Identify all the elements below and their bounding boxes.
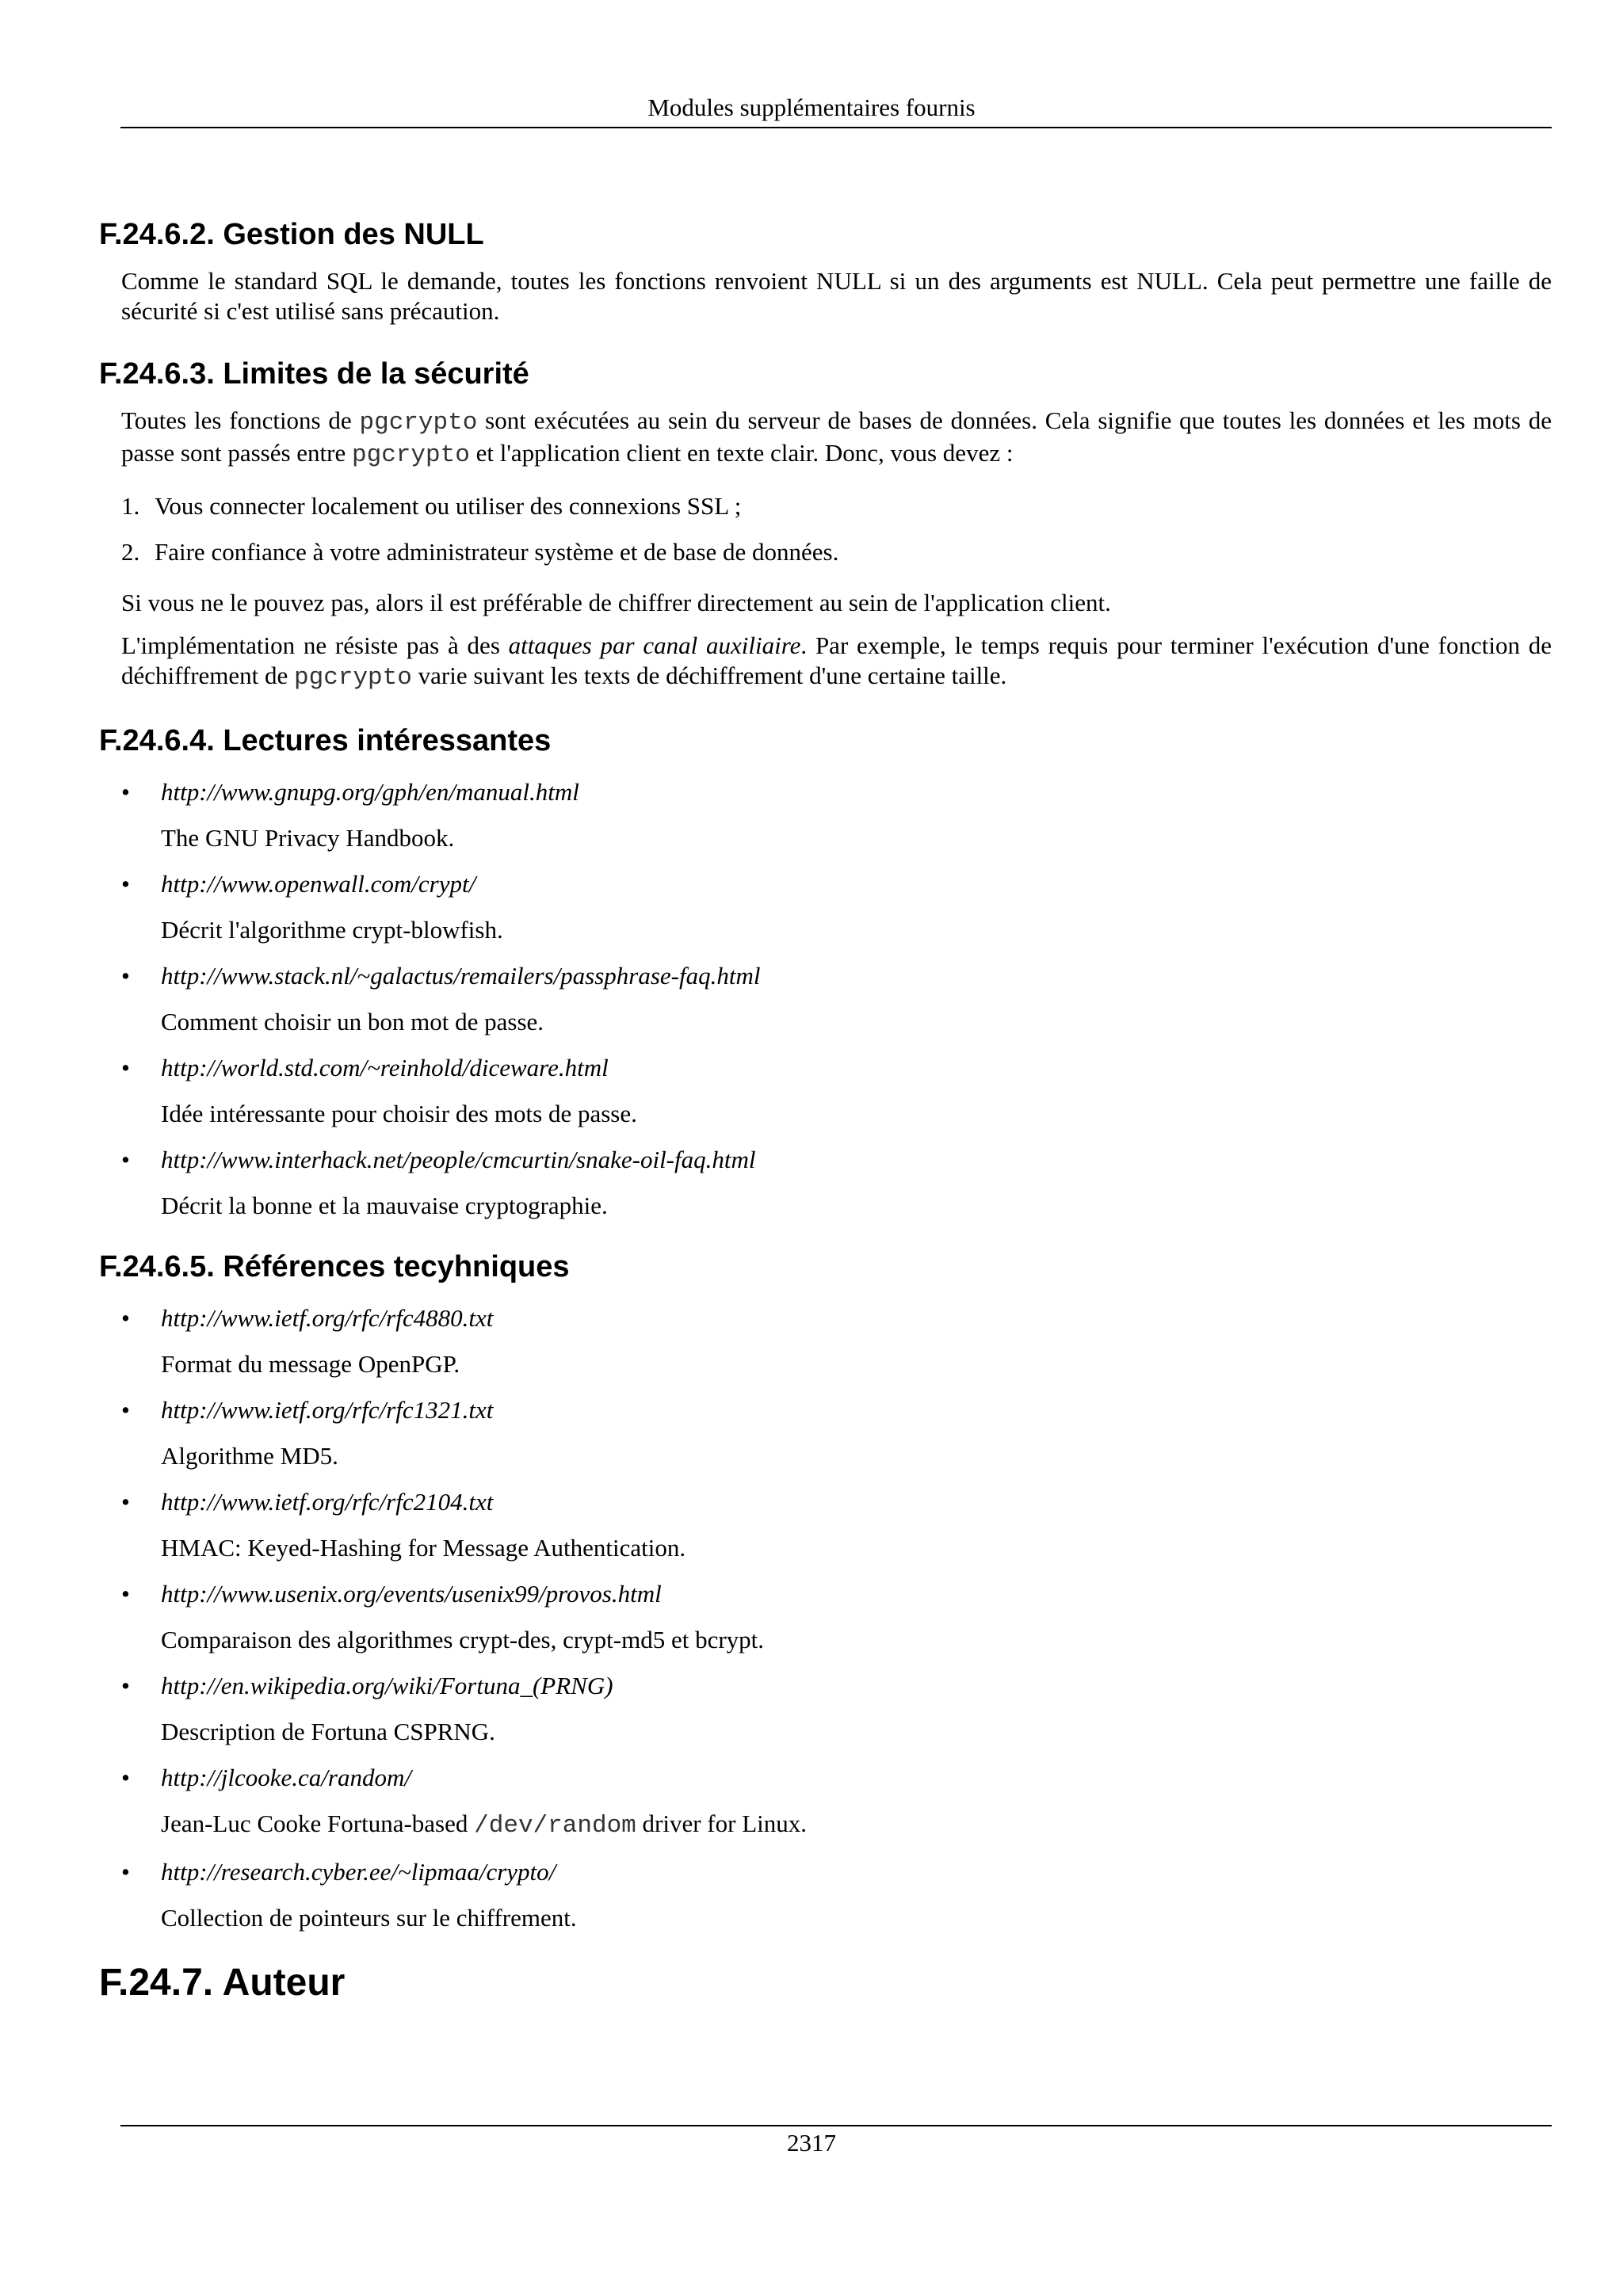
reference-link[interactable]: http://www.stack.nl/~galactus/remailers/passphrase-faq.html [161,962,761,990]
bullet: • [121,1396,130,1424]
list-item [121,961,1552,1037]
reference-link[interactable]: http://www.usenix.org/events/usenix99/provos.html [161,1580,662,1608]
bullet: • [121,962,130,990]
reference-description: Décrit l'algorithme crypt-blowfish. [161,916,503,944]
bullet: • [121,1488,130,1516]
code-pgcrypto: pgcrypto [359,409,478,437]
list-item [121,1145,1552,1221]
text-run: Jean-Luc Cooke Fortuna-based [161,1810,475,1837]
running-header: Modules supplémentaires fournis [647,93,976,121]
emphasis-side-channel: attaques par canal auxiliaire [508,631,801,659]
text-run: varie suivant les texts de déchiffrement d'une certaine taille. [411,662,1007,689]
list-item [121,1579,1552,1655]
section-heading-null: F.24.6.2. Gestion des NULL [99,218,484,251]
item-number: 1. [121,492,140,520]
bullet: • [121,1580,130,1608]
item-text: Faire confiance à votre administrateur système et de base de données. [155,538,839,566]
text-run: et l'application client en texte clair. Donc, vous devez : [469,439,1014,467]
reference-description: Algorithme MD5. [161,1442,338,1470]
list-item [121,1487,1552,1563]
bullet: • [121,870,130,898]
reference-description: HMAC: Keyed-Hashing for Message Authentication. [161,1534,686,1562]
code-dev-random: /dev/random [474,1812,636,1840]
section-heading-tech-refs: F.24.6.5. Références tecyhniques [99,1250,570,1283]
bullet: • [121,778,130,806]
code-pgcrypto: pgcrypto [294,664,412,692]
item-number: 2. [121,538,140,566]
reference-link[interactable]: http://www.openwall.com/crypt/ [161,870,476,898]
bullet: • [121,1054,130,1081]
list-item [121,491,1552,521]
list-item [121,1053,1552,1129]
reference-description: Idée intéressante pour choisir des mots de passe. [161,1100,637,1127]
code-pgcrypto: pgcrypto [352,441,470,469]
reference-link[interactable]: http://www.gnupg.org/gph/en/manual.html [161,778,579,806]
reference-description [161,1809,1552,1841]
section-heading-reading: F.24.6.4. Lectures intéressantes [99,724,552,757]
reading-list [121,777,1552,1221]
reference-description: The GNU Privacy Handbook. [161,824,455,852]
list-item [121,537,1552,567]
reference-link[interactable]: http://research.cyber.ee/~lipmaa/crypto/ [161,1858,556,1886]
reference-description: Collection de pointeurs sur le chiffrement. [161,1904,577,1932]
reference-description: Comment choisir un bon mot de passe. [161,1008,544,1035]
reference-description: Format du message OpenPGP. [161,1350,460,1378]
page-number: 2317 [787,2129,836,2157]
limits-paragraph-3 [121,631,1552,693]
list-item [121,1857,1552,1933]
bullet: • [121,1304,130,1332]
reference-description: Comparaison des algorithmes crypt-des, crypt-md5 et bcrypt. [161,1626,765,1653]
bullet: • [121,1764,130,1791]
null-paragraph: Comme le standard SQL le demande, toutes les fonctions renvoient NULL si un des arguments est NULL. Cela peut permettre une faille de sécurité si c'est utilisé sans précaution. [121,267,1552,325]
reference-link[interactable]: http://world.std.com/~reinhold/diceware.html [161,1054,609,1081]
reference-description: Décrit la bonne et la mauvaise cryptographie. [161,1192,608,1219]
text-run: sont exécutées au sein du serveur de bases de données. Cela signifie que toutes les données et les mots de passe sont passés entre [121,406,1552,467]
section-heading-author: F.24.7. Auteur [99,1962,346,2004]
reference-link[interactable]: http://www.ietf.org/rfc/rfc4880.txt [161,1304,494,1332]
list-item [121,1763,1552,1841]
limits-paragraph-2: Si vous ne le pouvez pas, alors il est préférable de chiffrer directement au sein de l'application client. [121,589,1111,616]
bullet: • [121,1146,130,1173]
footer-rule [120,2125,1552,2126]
text-run: . Par exemple, le temps requis pour terminer l'exécution d'une fonction de déchiffrement de [121,631,1552,689]
reference-link[interactable]: http://www.ietf.org/rfc/rfc1321.txt [161,1396,494,1424]
text-run: driver for Linux. [636,1810,807,1837]
list-item [121,1303,1552,1379]
text-run: Toutes les fonctions de [121,406,360,434]
reference-description: Description de Fortuna CSPRNG. [161,1718,495,1745]
text-run: L'implémentation ne résiste pas à des [121,631,509,659]
header-rule [120,127,1552,128]
page-content [99,215,1552,2006]
bullet: • [121,1672,130,1699]
list-item [121,869,1552,945]
item-text: Vous connecter localement ou utiliser des connexions SSL ; [155,492,742,520]
bullet: • [121,1858,130,1886]
reference-link[interactable]: http://www.ietf.org/rfc/rfc2104.txt [161,1488,494,1516]
limits-paragraph-1 [121,406,1552,471]
list-item [121,777,1552,853]
list-item [121,1671,1552,1747]
reference-link[interactable]: http://www.interhack.net/people/cmcurtin/snake-oil-faq.html [161,1146,756,1173]
reference-link[interactable]: http://en.wikipedia.org/wiki/Fortuna_(PRNG) [161,1672,613,1699]
list-item [121,1395,1552,1471]
tech-refs-list [121,1303,1552,1933]
requirements-list [121,491,1552,567]
section-heading-limits: F.24.6.3. Limites de la sécurité [99,357,529,391]
reference-link[interactable]: http://jlcooke.ca/random/ [161,1764,411,1791]
